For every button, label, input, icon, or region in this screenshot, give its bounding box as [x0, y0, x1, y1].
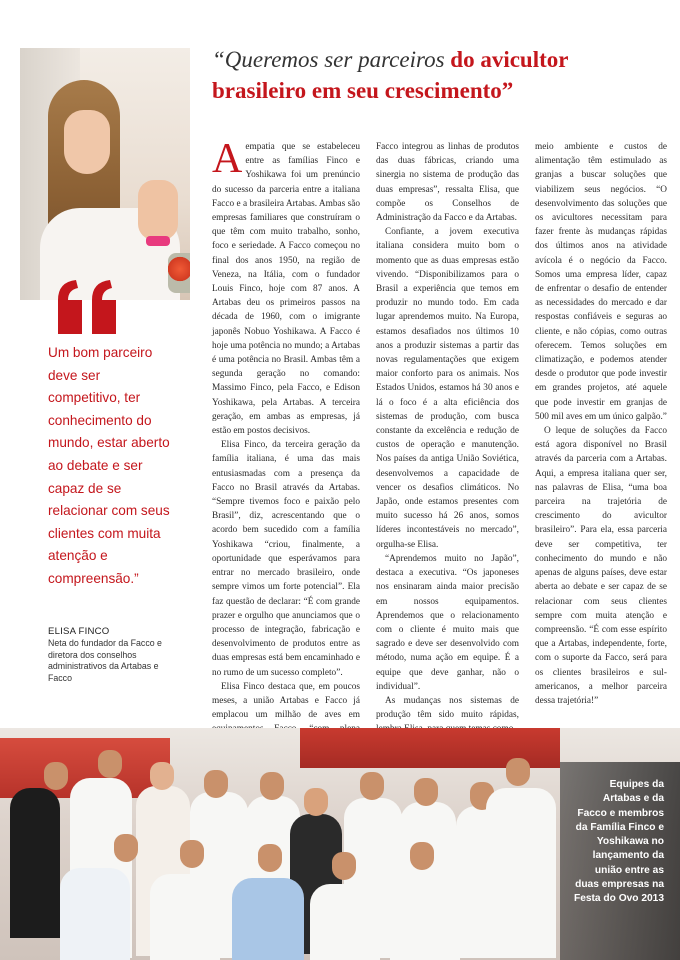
paragraph: Aempatia que se estabeleceu entre as famílias Finco e Yoshikawa foi um prenúncio do sucesso da parceria entre a italiana Facco e a brasileira Artabas. Ambas são empresas familiares que construíram o que têm com muito trabalho, sonho, foco e seriedade. A Facco começou no final dos anos 1950, na região de Veneza, na Itália, com o fundador Louis Finco, hoje com 87 anos. A Artabas deu os primeiros passos na década de 1960, com o imigrante japonês Nobuo Yoshikawa. A Facco é hoje uma potência no mundo; a Artabas é uma potência no Brasil. Ambas têm a segunda geração no comando: Massimo Finco, pela Facco, e Edison Yoshikawa, pela Artabas. A terceira geração, em ambas as empresas, já estão em postos decisivos. — [212, 136, 360, 437]
person — [486, 788, 556, 958]
photo-caption: Equipes da Artabas e da Facco e membros da Família Finco e Yoshikawa no lançamento da união entre as duas empresas na Festa do Ovo 2013 — [573, 779, 664, 905]
person-head — [304, 788, 328, 816]
person-head — [414, 778, 438, 806]
drop-cap: A — [212, 136, 243, 182]
person-head — [332, 852, 356, 880]
article-column-3 — [535, 140, 667, 708]
paragraph: As mudanças nos sistemas de produção têm sido muito rápidas, — [376, 695, 519, 721]
person-head — [258, 844, 282, 872]
person — [390, 878, 460, 960]
person-head — [150, 762, 174, 790]
paragraph: Facco integrou as linhas de produtos das duas fábricas, criando uma sinergia no sistema de produção das duas empresas”, ressalta Elisa, que compõe os Conselhos de Administração da Facco e da Artabas. — [376, 142, 519, 224]
person-head — [410, 842, 434, 870]
person — [310, 884, 380, 960]
paragraph: “Aprendemos muito no Japão”, destaca a executiva. “Os japoneses nos ensinaram ainda maior precisão em nossos equipamentos. Aprendemos que o relacionamento com o cliente é muito mais que sagrado e deve ser desenvolvido com método, numa ação em equipe. É a equipe que deve ganhar, não o individual”. — [376, 553, 519, 692]
portrait-face — [64, 110, 110, 174]
pull-quote-author-description: Neta do fundador da Facco e diretora dos conselhos administrativos da Artabas e Facco — [48, 638, 162, 683]
paragraph: meio ambiente e custos de alimentação têm estimulado as granjas a buscar soluções que viabilizem seus negócios. “O desenvolvimento das soluções que os avicultores necessitam para fazer frente às mudanças rápidas dos últimos anos na atividade avícola é o negócio da Facco. Somos uma empresa líder, capaz de enfrentar o desafio de entender as necessidades do mercado e dar respostas confiáveis e seguras ao cliente, e não cópias, como outras oferecem. Temos soluções em climatização, e podemos atender desde o produtor que pode investir em grandes projetos, até aquele que pode investir em granjas de 500 mil aves em um único galpão.” — [535, 142, 667, 422]
article-column-1 — [212, 136, 360, 808]
headline-part-1: “Queremos ser parceiros — [212, 47, 451, 72]
portrait-bracelet — [146, 236, 170, 246]
person-head — [44, 762, 68, 790]
person-head — [98, 750, 122, 778]
person-head — [260, 772, 284, 800]
person — [10, 788, 60, 938]
pull-quote-author: ELISA FINCO — [48, 626, 110, 637]
person — [232, 878, 304, 960]
headline-part-2: do avicultor brasileiro em seu crescimento” — [212, 47, 569, 103]
person — [150, 874, 220, 960]
article-headline — [212, 44, 662, 106]
person — [60, 868, 130, 960]
portrait-flowers — [168, 253, 190, 293]
person-head — [360, 772, 384, 800]
paragraph: O leque de soluções da Facco está agora disponível no Brasil através da parceria com a Artabas. Aqui, a empresa italiana quer ser, nas palavras de Elisa, “uma boa parceira na trajetória de crescimento do avicultor brasileiro”. Para ela, essa parceria deve ser competitiva, ter conhecimento do mundo e não apenas de alguns países, deve estar aberta ao debate e ser capaz de se relacionar com seus clientes sempre com muita atenção e compreensão. “É com esse espírito que a Artabas, independente, forte, com o suporte da Facco, será para os clientes brasileiros e sul-americanos, a melhor parceira dessa trajetória!” — [535, 426, 667, 706]
article-column-2 — [376, 140, 519, 737]
quotation-mark-icon — [54, 278, 124, 338]
person-head — [506, 758, 530, 786]
paragraph: Elisa Finco destaca que, em poucos meses, a união Artabas e Facco já emplacou um milhão de aves em — [212, 681, 360, 721]
paragraph: Confiante, a jovem executiva italiana considera muito bom o momento que as duas empresas estão vivendo. “Disponibilizamos para o Brasil a experiência que temos em produzir no mundo todo. Em cada lugar aprendemos muito. Na Europa, estamos desafiados nos últimos 10 anos a produzir sistemas a partir das novas regulamentações que exigem maior conforto para os animais. Nos Estados Unidos, estamos há 30 anos e lá o foco é a alta eficiência dos sistemas de produção, com busca constante da excelência e redução de custos de operação e manutenção. Nos países da antiga União Soviética, desenvolvemos a capacidade de vencer os desafios climáticos. No Japão, onde estamos presentes com muito sucesso há 26 anos, somos líderes incontestáveis no mercado”, orgulha-se Elisa. — [376, 227, 519, 550]
person-head — [204, 770, 228, 798]
portrait-arm — [138, 180, 178, 240]
person-head — [114, 834, 138, 862]
person-head — [180, 840, 204, 868]
portrait-photo-elisa-finco — [20, 48, 190, 300]
pull-quote: Um bom parceiro deve ser competitivo, ter conhecimento do mundo, estar aberto ao debate e ser capaz de se relacionar com seus clientes com muita atenção e compreensão.” — [48, 345, 170, 586]
paragraph: Elisa Finco, da terceira geração da família italiana, é uma das mais entusiasmadas com a presença da Facco no Brasil através da Artabas. “Sempre tivemos foco e paixão pelo Brasil”, diz, acrescentando que o acordo bem sucedido com a família Yoshikawa “criou, finalmente, a oportunidade que esperávamos para entrar no mercado brasileiro, onde sempre vimos um forte potencial”. Ela faz questão de declarar: “É com grande prazer e orgulho que anunciamos que o processo de integração, fabricação e desenvolvimento de produtos entre as duas empresas está bem encaminhado e no rumo de um sucesso completo”. — [212, 440, 360, 678]
